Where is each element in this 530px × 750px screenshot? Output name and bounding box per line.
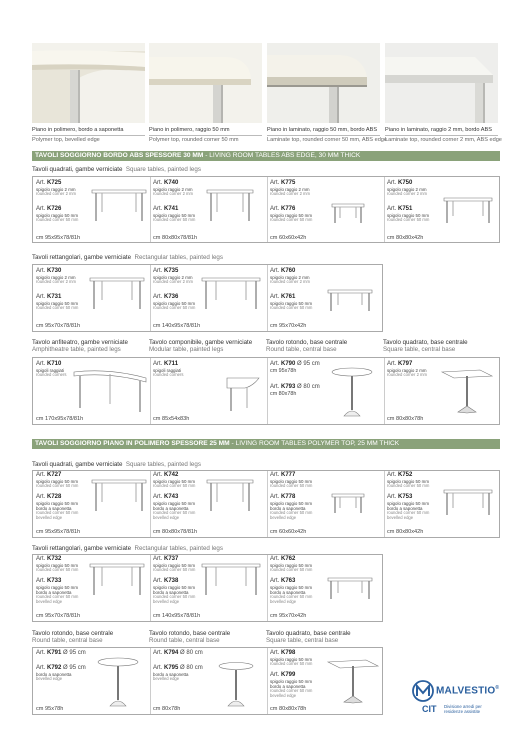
article-desc-it: bordo a saponetta — [270, 506, 306, 511]
article-desc-it: bordo a saponetta — [36, 506, 72, 511]
table-drawing — [330, 488, 366, 514]
article-desc-en: rounded corner 50 mm — [270, 567, 313, 572]
dimensions: cm 140x95x78/81h — [153, 613, 201, 619]
article-code: Art. K735 — [153, 268, 179, 274]
article-code: Art. K763 — [270, 578, 296, 584]
article-desc-it: bordo a saponetta — [153, 590, 189, 595]
article-desc-it: bordo a saponetta — [36, 672, 72, 677]
article-desc-en: rounded corner 50 mm — [270, 483, 313, 488]
article-desc-it: spigolo raggio 50 mm — [153, 585, 195, 590]
article-code: Art. K732 — [36, 556, 62, 562]
article-code: Art. K797 — [387, 361, 413, 367]
article-desc-it: spigolo raggio 50 mm — [36, 585, 78, 590]
group-heading: Tavolo quadrato, base centrale Square table, central base — [383, 339, 468, 353]
article-code: Art. K776 — [270, 206, 296, 212]
article-desc-en: rounded corner 2 mm — [153, 191, 194, 196]
article-desc-en: rounded corner 50 mm — [36, 594, 79, 599]
article-desc-en: rounded corner 50 mm — [270, 594, 313, 599]
article-desc-en: rounded corner 2 mm — [153, 279, 194, 284]
cell-divider — [267, 358, 268, 424]
article-code: Art. K795 Ø 80 cm — [153, 665, 203, 671]
cell-divider — [267, 555, 268, 621]
article-code: Art. K741 — [153, 206, 179, 212]
photo-caption-it: Piano in laminato, raggio 50 mm, bordo ABS — [267, 127, 378, 133]
article-desc-en: rounded corner 50 mm — [387, 217, 430, 222]
caption-divider — [149, 135, 262, 136]
article-desc-it: bordo a saponetta — [153, 506, 189, 511]
article-code: Art. K737 — [153, 556, 179, 562]
article-desc-en: rounded corner 50 mm — [36, 217, 79, 222]
article-desc-it: spigolo raggio 50 mm — [270, 563, 312, 568]
photo-polymer-r50 — [149, 43, 262, 123]
article-code: Art. K752 — [387, 472, 413, 478]
article-desc-it: spigolo raggio 2 mm — [270, 275, 310, 280]
dimensions: cm 95x70x42h — [270, 613, 307, 619]
article-desc-en: bevelled edge — [270, 515, 297, 520]
article-desc-en: rounded corner 50 mm — [153, 305, 196, 310]
article-desc-it: spigolo raggio 50 mm — [36, 501, 78, 506]
section-subtitle: - LIVING ROOM TABLES POLYMER TOP, 25 MM THICK — [229, 440, 400, 447]
cell-divider — [267, 265, 268, 331]
table-drawing — [442, 192, 494, 224]
article-desc-it: cm 80x78h — [270, 391, 297, 397]
photo-caption-it: Piano in polimero, raggio 50 mm — [149, 127, 230, 133]
article-desc-en: rounded corner 50 mm — [270, 305, 313, 310]
article-desc-en: rounded corner 50 mm — [387, 483, 430, 488]
article-code: Art. K740 — [153, 180, 179, 186]
photo-caption-en: Laminate top, rounded corner 2 mm, ABS edge — [385, 137, 502, 143]
dimensions: cm 80x78h — [153, 706, 181, 712]
group-heading: Tavoli quadrati, gambe verniciate Square tables, painted legs — [32, 461, 201, 468]
article-desc-it: spigolo raggio 50 mm — [36, 213, 78, 218]
caption-divider — [32, 135, 145, 136]
article-desc-it: bordo a saponetta — [270, 590, 306, 595]
article-code: Art. K738 — [153, 578, 179, 584]
modular-table-drawing — [225, 372, 261, 412]
article-desc-en: bevelled edge — [36, 515, 63, 520]
dimensions: cm 80x80x78/81h — [153, 529, 198, 535]
article-desc-it: spigolo raggio 50 mm — [153, 479, 195, 484]
photo-caption-en: Polymer top, bevelled edge — [32, 137, 100, 143]
article-desc-en: bevelled edge — [387, 515, 414, 520]
malvestio-m-icon — [412, 680, 434, 702]
article-code: Art. K727 — [36, 472, 62, 478]
article-desc-en: bevelled edge — [153, 515, 180, 520]
article-code: Art. K760 — [270, 268, 296, 274]
square-table-drawing — [440, 366, 494, 414]
cell-divider — [384, 177, 385, 242]
article-code: Art. K790 Ø 95 cm — [270, 361, 320, 367]
cit-label: CIT — [422, 704, 437, 714]
table-drawing — [330, 198, 366, 224]
article-desc-en: rounded corners — [36, 372, 67, 377]
table-drawing — [205, 472, 255, 512]
table-drawing — [442, 484, 494, 516]
article-code: Art. K726 — [36, 206, 62, 212]
article-desc-it: spigolo raggio 50 mm — [153, 213, 195, 218]
group-heading — [32, 166, 201, 173]
article-desc-it: spigolo raggio 2 mm — [270, 187, 310, 192]
article-desc-it: spigolo raggio 2 mm — [36, 275, 76, 280]
dimensions: cm 80x80x78h — [387, 416, 424, 422]
group-heading: Tavolo quadrato, base centrale Square table, central base — [266, 630, 351, 644]
logo-tagline: Divisione arredi per residenze assistite — [444, 704, 482, 715]
group-heading: Tavolo rotondo, base centrale Round table, central base — [32, 630, 114, 644]
article-desc-it: spigolo raggio 50 mm — [387, 501, 429, 506]
article-desc-en: rounded corners — [153, 372, 184, 377]
article-desc-en: bevelled edge — [270, 693, 297, 698]
photo-polymer-bevelled — [32, 43, 145, 123]
article-desc-it: bordo a saponetta — [36, 590, 72, 595]
group-heading-en: Rectangular tables, painted legs — [134, 254, 223, 261]
article-desc-it: spigolo raggio 50 mm — [153, 301, 195, 306]
article-code: Art. K791 Ø 95 cm — [36, 650, 86, 656]
square-table-drawing — [326, 656, 380, 704]
group-heading-en: Square tables, painted legs — [125, 166, 201, 173]
article-desc-it: cm 95x78h — [270, 368, 297, 374]
dimensions: cm 95x78h — [36, 706, 64, 712]
article-code: Art. K792 Ø 95 cm — [36, 665, 86, 671]
section-title: TAVOLI SOGGIORNO PIANO IN POLIMERO SPESSORE 25 MM — [35, 440, 230, 447]
photo-laminate-r50 — [267, 43, 380, 123]
article-desc-en: bevelled edge — [153, 599, 180, 604]
dimensions: cm 95x70x42h — [270, 323, 307, 329]
group-heading: Tavolo rotondo, base centrale Round table, central base — [149, 630, 231, 644]
article-desc-it: spigolo raggio 50 mm — [387, 213, 429, 218]
article-code: Art. K793 Ø 80 cm — [270, 384, 320, 390]
article-desc-it: bordo a saponetta — [270, 684, 306, 689]
article-desc-en: rounded corner 2 mm — [270, 191, 311, 196]
round-table-drawing — [330, 366, 374, 418]
article-code: Art. K733 — [36, 578, 62, 584]
article-code: Art. K799 — [270, 672, 296, 678]
dimensions: cm 80x80x42h — [387, 529, 424, 535]
article-desc-it: spigolo raggio 50 mm — [36, 563, 78, 568]
article-code: Art. K762 — [270, 556, 296, 562]
photo-polymer-bevelled-image — [32, 43, 145, 123]
article-desc-it: spigoli raggiati — [153, 368, 182, 373]
article-desc-it: bordo a saponetta — [387, 506, 423, 511]
article-desc-en: bevelled edge — [153, 676, 180, 681]
photo-caption-en: Polymer top, rounded corner 50 mm — [149, 137, 239, 143]
dimensions: cm 60x60x42h — [270, 235, 307, 241]
section-band-abs — [32, 151, 500, 161]
article-desc-en: rounded corner 50 mm — [36, 510, 79, 515]
article-desc-it: spigolo raggio 50 mm — [270, 501, 312, 506]
table-drawing — [90, 472, 148, 512]
malvestio-brand: MALVESTIO® — [436, 685, 500, 697]
table-drawing — [90, 182, 148, 222]
article-desc-it: spigolo raggio 50 mm — [270, 679, 312, 684]
article-code: Art. K761 — [270, 294, 296, 300]
table-drawing — [88, 270, 146, 310]
cell-divider — [267, 648, 268, 714]
group-heading-it: Tavoli quadrati, gambe verniciate — [32, 166, 123, 173]
article-desc-en: rounded corner 50 mm — [153, 217, 196, 222]
cell-divider — [267, 471, 268, 537]
article-desc-en: rounded corner 2 mm — [270, 279, 311, 284]
article-desc-it: spigolo raggio 50 mm — [153, 501, 195, 506]
dimensions: cm 170x95x78/81h — [36, 416, 84, 422]
group-heading: Tavolo rotondo, base centrale Round table, central base — [266, 339, 348, 353]
article-desc-en: bevelled edge — [270, 599, 297, 604]
article-desc-it: spigolo raggio 2 mm — [387, 368, 427, 373]
table-drawing — [88, 556, 146, 596]
article-desc-en: rounded corner 2 mm — [36, 279, 77, 284]
article-code: Art. K743 — [153, 494, 179, 500]
article-code: Art. K728 — [36, 494, 62, 500]
article-desc-en: bevelled edge — [36, 676, 63, 681]
cell-divider — [150, 555, 151, 621]
article-code: Art. K798 — [270, 650, 296, 656]
cell-divider — [267, 177, 268, 242]
group-heading: Tavolo componibile, gambe verniciate Modular table, painted legs — [149, 339, 253, 353]
article-desc-en: rounded corner 50 mm — [36, 483, 79, 488]
article-desc-en: rounded corner 50 mm — [36, 305, 79, 310]
article-code: Art. K731 — [36, 294, 62, 300]
article-code: Art. K778 — [270, 494, 296, 500]
table-drawing — [326, 284, 374, 312]
article-desc-it: spigolo raggio 2 mm — [387, 187, 427, 192]
section-subtitle: - LIVING ROOM TABLES ABS EDGE, 30 MM THICK — [203, 152, 361, 159]
photo-caption-en: Laminate top, rounded corner 50 mm, ABS edge — [267, 137, 388, 143]
caption-divider — [385, 135, 498, 136]
article-code: Art. K753 — [387, 494, 413, 500]
article-desc-it: spigolo raggio 50 mm — [270, 213, 312, 218]
round-table-drawing — [96, 656, 140, 708]
cell-divider — [384, 471, 385, 537]
article-desc-en: rounded corner 50 mm — [387, 510, 430, 515]
article-desc-it: bordo a saponetta — [153, 672, 189, 677]
dimensions: cm 95x95x78/81h — [36, 235, 81, 241]
dimensions: cm 140x95x78/81h — [153, 323, 201, 329]
article-code: Art. K730 — [36, 268, 62, 274]
article-code: Art. K775 — [270, 180, 296, 186]
cell-divider — [150, 177, 151, 242]
round-table-drawing — [216, 660, 256, 708]
article-desc-it: spigolo raggio 2 mm — [36, 187, 76, 192]
article-desc-it: spigolo raggio 50 mm — [270, 585, 312, 590]
article-desc-it: spigolo raggio 50 mm — [153, 563, 195, 568]
caption-divider — [267, 135, 380, 136]
article-desc-it: spigolo raggio 50 mm — [270, 479, 312, 484]
cell-divider — [150, 471, 151, 537]
article-desc-en: rounded corner 2 mm — [387, 191, 428, 196]
article-desc-en: rounded corner 2 mm — [36, 191, 77, 196]
photo-laminate-r50-image — [267, 43, 380, 123]
group-heading: Tavoli rettangolari, gambe verniciate Rectangular tables, painted legs — [32, 545, 223, 552]
article-desc-it: spigolo raggio 50 mm — [270, 301, 312, 306]
dimensions: cm 95x70x78/81h — [36, 613, 81, 619]
photo-laminate-r2 — [385, 43, 498, 123]
article-code: Art. K750 — [387, 180, 413, 186]
article-code: Art. K736 — [153, 294, 179, 300]
article-desc-it: spigolo raggio 50 mm — [36, 301, 78, 306]
article-desc-it: spigolo raggio 50 mm — [270, 657, 312, 662]
table-drawing — [200, 270, 262, 310]
group-heading: Tavolo anfiteatro, gambe verniciate Amphitheatre table, painted legs — [32, 339, 128, 353]
section-band-polymer — [32, 439, 500, 449]
article-desc-en: rounded corner 50 mm — [153, 594, 196, 599]
article-code: Art. K711 — [153, 361, 179, 367]
article-code: Art. K710 — [36, 361, 62, 367]
article-desc-en: rounded corner 50 mm — [270, 661, 313, 666]
article-desc-en: bevelled edge — [36, 599, 63, 604]
article-desc-en: rounded corner 50 mm — [270, 510, 313, 515]
group-heading — [32, 254, 223, 261]
article-desc-it: spigolo raggio 50 mm — [36, 479, 78, 484]
article-desc-en: rounded corner 50 mm — [153, 510, 196, 515]
dimensions: cm 80x80x78/81h — [153, 235, 198, 241]
photo-polymer-r50-image — [149, 43, 262, 123]
amphitheatre-table-drawing — [70, 362, 150, 414]
article-desc-en: rounded corner 50 mm — [153, 567, 196, 572]
table-drawing — [326, 572, 374, 600]
section-title: TAVOLI SOGGIORNO BORDO ABS SPESSORE 30 MM — [35, 152, 204, 159]
article-desc-it: spigoli raggiati — [36, 368, 65, 373]
group-heading-it: Tavoli rettangolari, gambe verniciate — [32, 254, 132, 261]
malvestio-logo — [412, 680, 502, 725]
dimensions: cm 85x54x83h — [153, 416, 190, 422]
table-drawing — [205, 182, 255, 222]
photo-caption-it: Piano in laminato, raggio 2 mm, bordo ABS — [385, 127, 492, 133]
dimensions: cm 95x70x78/81h — [36, 323, 81, 329]
table-drawing — [200, 556, 262, 596]
article-desc-en: rounded corner 50 mm — [270, 217, 313, 222]
dimensions: cm 80x80x78h — [270, 706, 307, 712]
article-desc-it: spigolo raggio 50 mm — [387, 479, 429, 484]
dimensions: cm 60x60x42h — [270, 529, 307, 535]
article-desc-it: spigolo raggio 2 mm — [153, 187, 193, 192]
photo-laminate-r2-image — [385, 43, 498, 123]
photo-caption-it: Piano in polimero, bordo a saponetta — [32, 127, 124, 133]
article-code: Art. K751 — [387, 206, 413, 212]
cell-divider — [384, 358, 385, 424]
cell-divider — [150, 648, 151, 714]
cell-divider — [150, 265, 151, 331]
article-desc-it: spigolo raggio 2 mm — [153, 275, 193, 280]
article-desc-en: rounded corner 2 mm — [387, 372, 428, 377]
article-code: Art. K742 — [153, 472, 179, 478]
article-code: Art. K725 — [36, 180, 62, 186]
dimensions: cm 95x95x78/81h — [36, 529, 81, 535]
article-desc-en: rounded corner 50 mm — [36, 567, 79, 572]
article-desc-en: rounded corner 50 mm — [270, 688, 313, 693]
article-code: Art. K777 — [270, 472, 296, 478]
cell-divider — [150, 358, 151, 424]
article-code: Art. K794 Ø 80 cm — [153, 650, 203, 656]
article-desc-en: rounded corner 50 mm — [153, 483, 196, 488]
dimensions: cm 80x80x42h — [387, 235, 424, 241]
